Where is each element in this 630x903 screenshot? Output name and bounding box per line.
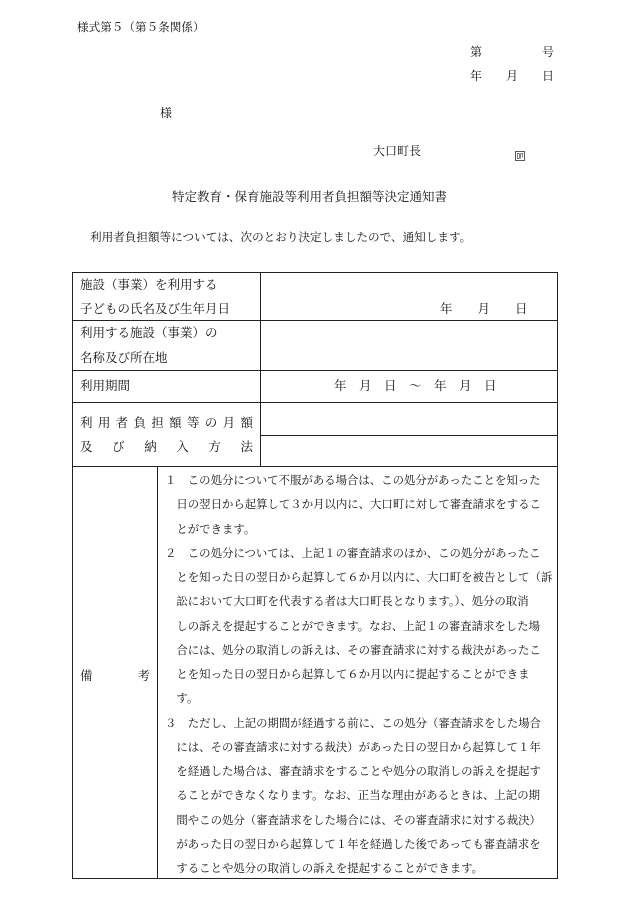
monthly-fee-cell xyxy=(261,403,557,435)
facility-label-line: 名称及び所在地 xyxy=(80,350,168,365)
note-line xyxy=(165,541,555,565)
recipient-honorific: 様 xyxy=(160,106,173,120)
note-number: ２ xyxy=(165,545,177,560)
note-line: す。 xyxy=(176,691,199,706)
fee-label-line: 利 用 者 負 担 額 等 の 月 額 xyxy=(80,415,253,430)
note-line xyxy=(165,711,555,735)
note-line: を経過した場合は、審査請求をすることや処分の取消しの訴えを提起す xyxy=(176,764,541,778)
child-label-line: 施設（事業）を利用する xyxy=(80,277,218,292)
note-text: この処分については、上記１の審査請求のほか、この処分があったこ xyxy=(187,545,541,560)
child-label-line: 子どもの氏名及び生年月日 xyxy=(80,301,231,316)
note-text: ただし、上記の期間が経過する前に、この処分（審査請求をした場合 xyxy=(187,715,541,730)
note-line: ることができなくなります。なお、正当な理由があるときは、上記の期 xyxy=(176,788,540,803)
period-label: 利用期間 xyxy=(80,378,131,393)
note-text: この処分について不服がある場合は、この処分があったことを知った xyxy=(187,473,541,487)
payment-method-cell xyxy=(261,436,557,466)
note-line: とができます。 xyxy=(176,521,256,536)
period-value: 年 月 日 ～ 年 月 日 xyxy=(334,378,497,393)
note-number: ３ xyxy=(165,715,177,730)
note-number: １ xyxy=(165,473,177,487)
remarks-label: 備 考 xyxy=(80,668,150,683)
column-divider xyxy=(157,466,158,878)
note-line: することや処分の取消しの訴えを提起することができます。 xyxy=(176,861,484,875)
note-line: 間やこの処分（審査請求をした場合には、その審査請求に対する裁決） xyxy=(176,812,541,827)
note-line: 日の翌日から起算して３か月以内に、大口町に対して審査請求をするこ xyxy=(176,497,541,512)
fee-label-line: 及 び 納 入 方 法 xyxy=(80,439,253,454)
facility-name-address-cell xyxy=(261,321,557,370)
intro-text: 利用者負担額等については、次のとおり決定しましたので、通知します。 xyxy=(90,230,472,244)
note-line: 訟において大口町を代表する者は大口町長となります。）、処分の取消 xyxy=(176,594,529,609)
form-number-label: 様式第５（第５条関係） xyxy=(77,20,205,34)
note-line xyxy=(165,468,555,492)
note-line: には、その審査請求に対する裁決）があった日の翌日から起算して１年 xyxy=(176,739,541,754)
row-divider xyxy=(72,466,558,467)
document-title: 特定教育・保育施設等利用者負担額等決定通知書 xyxy=(172,189,448,204)
child-birthdate-placeholder: 年 月 日 xyxy=(440,301,528,316)
note-line: しの訴えを提起することができます。なお、上記１の審査請求をした場 xyxy=(176,618,540,633)
document-number: 第 号 xyxy=(470,45,555,59)
note-line: とを知った日の翌日から起算して６か月以内に、大口町を被告として（訴 xyxy=(176,570,553,584)
facility-label-line: 利用する施設（事業）の xyxy=(80,325,218,340)
issue-date: 年 月 日 xyxy=(470,69,555,83)
note-line: があった日の翌日から起算して１年を経過した後であっても審査請求を xyxy=(176,836,541,851)
note-line: 合には、処分の取消しの訴えは、その審査請求に対する裁決があったこ xyxy=(176,642,541,657)
note-line: とを知った日の翌日から起算して６か月以内に提起することができま xyxy=(176,667,530,681)
sender-name: 大口町長 xyxy=(373,144,422,158)
remarks-notes xyxy=(165,468,555,880)
remarks-note-2 xyxy=(165,541,555,711)
remarks-note-3 xyxy=(165,711,555,881)
seal-icon xyxy=(515,146,525,156)
remarks-note-1 xyxy=(165,468,555,541)
